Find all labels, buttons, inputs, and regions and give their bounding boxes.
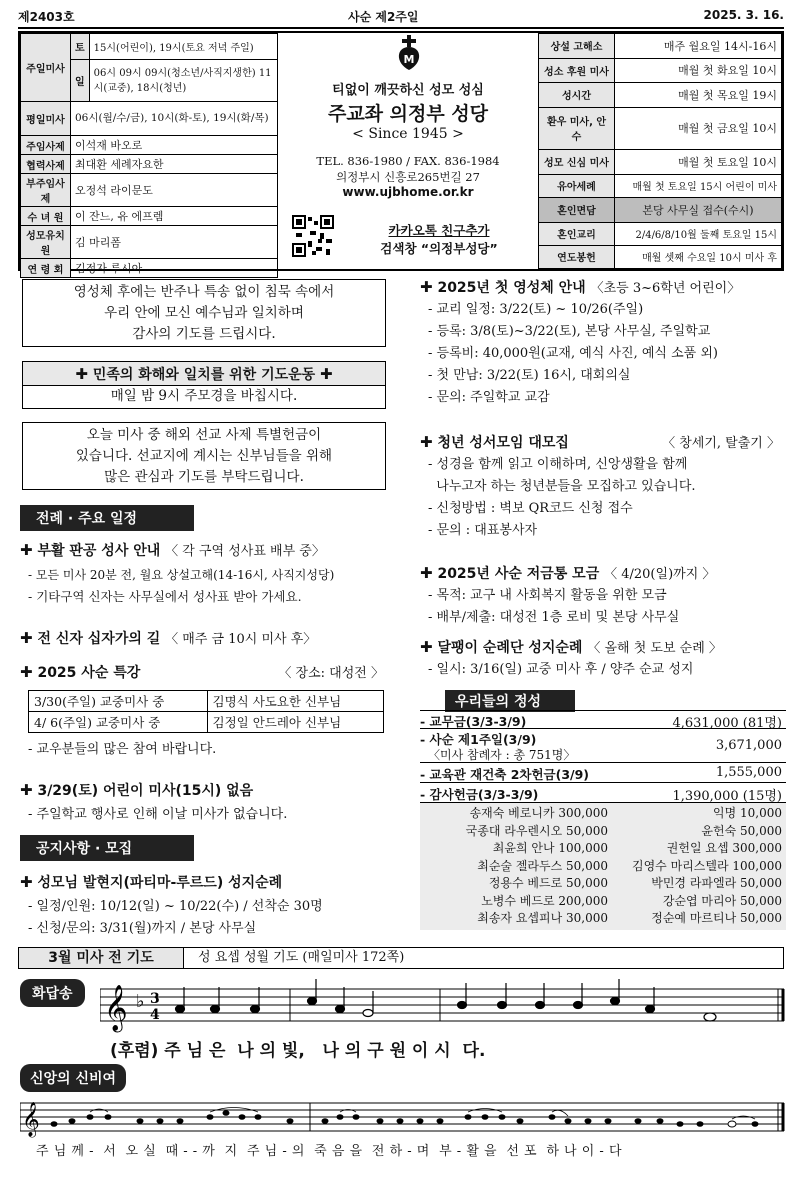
snail-pilgrimage-title: 달팽이 순례단 성지순례: [437, 640, 583, 656]
marriage-class-time: 2/4/6/8/10월 둘째 토요일 15시: [615, 222, 782, 245]
issue-number: 제2403호: [18, 10, 75, 24]
list-item: [424, 840, 782, 858]
cross-icon: ✚: [420, 433, 433, 451]
mystery-of-faith-staff: [20, 1095, 786, 1139]
list-item: - 신청방법 : 벽보 QR코드 신청 접수: [428, 501, 633, 516]
svg-text:4: 4: [150, 1007, 160, 1023]
donor: 윤헌숙 50,000: [701, 823, 782, 838]
vocation-mass-time: 매월 첫 화요일 10시: [615, 58, 782, 83]
pilgrimage-title: 성모님 발현지(파티마-루르드) 성지순례: [37, 875, 283, 891]
psalm-lyrics: (후렴) 주 님 은 나 의 빛, 나 의 구 원 이 시 다.: [110, 1041, 486, 1061]
kids-mass-note: - 주일학교 행사로 인해 이날 미사가 없습니다.: [28, 807, 288, 822]
donor: 김영수 마리스텔라 100,000: [632, 858, 782, 873]
lent-lecture-section: [20, 662, 390, 761]
lecture-title: 2025 사순 특강: [37, 665, 141, 681]
church-motto: 티없이 깨끗하신 성모 성심: [332, 83, 484, 98]
donor: 최송자 요셉피나 30,000: [477, 911, 608, 925]
section-liturgy-header: 전례 · 주요 일정: [20, 505, 194, 531]
stations-title: 전 신자 십자가의 길: [37, 631, 161, 647]
top-divider: [18, 27, 784, 29]
offering-section: [420, 710, 786, 930]
cross-icon: ✚: [20, 541, 33, 559]
list-item: - 배부/제출: 대성전 1층 로비 및 본당 사무실: [428, 610, 680, 625]
psalm-staff: [100, 975, 786, 1037]
header: [18, 31, 784, 276]
list-item: [424, 893, 782, 911]
cross-icon: ✚: [420, 564, 433, 582]
reconciliation-title: 민족의 화해와 일치를 위한 기도운동: [92, 367, 316, 383]
mystery-of-faith-lyrics: 주 님 께 - 서 오 실 때 - - 까 지 주 님 - 의 죽 음 을 전 하 - 며 부 - 활 을 선 포 하 나 이 - 다: [36, 1144, 623, 1159]
psalm-label: 화답송: [20, 979, 85, 1007]
svg-text:𝄞: 𝄞: [104, 985, 128, 1031]
offering-label: - 교무금(3/3-3/9): [420, 714, 527, 729]
cross-icon: ✚: [75, 365, 88, 383]
reconciliation-prayer-box: [22, 361, 386, 409]
list-item: - 기타구역 신자는 사무실에서 성사표 받아 가세요.: [28, 589, 302, 604]
mystery-of-faith-label: 신앙의 신비여: [20, 1064, 126, 1092]
assistant-priest-name: 오정석 라이문도: [71, 174, 278, 207]
pilgrimage-section: [20, 872, 400, 940]
svg-text:𝄞: 𝄞: [22, 1102, 40, 1137]
sunday-mass-times: 06시 09시 09시(청소년/사직지생한) 11시(교중), 18시(청년): [89, 60, 277, 102]
confession-time: 매주 월요일 14시-16시: [615, 34, 782, 59]
list-item: [424, 823, 782, 841]
cross-icon: ✚: [420, 278, 433, 296]
donor: 강순엽 마리아 50,000: [662, 893, 782, 908]
weekday-mass-label: 평일미사: [21, 102, 71, 136]
first-communion-target: 〈초등 3~6학년 어린이〉: [590, 281, 741, 296]
marian-mass-label: 성모 신심 미사: [539, 150, 615, 175]
donor: 노병수 베드로 200,000: [481, 893, 608, 908]
kindergarten-name: 김 마리폼: [71, 226, 278, 259]
monthly-prayer-label: 3월 미사 전 기도: [19, 948, 184, 968]
kakao-add-friend[interactable]: 카카오톡 친구추가: [388, 223, 490, 238]
stations-of-cross: [20, 628, 390, 648]
lecture-place: 〈 장소: 대성전 〉: [278, 666, 384, 681]
church-address: 의정부시 신흥로265번길 27: [336, 170, 480, 184]
notice-line: 영성체 후에는 반주나 특송 없이 침묵 속에서: [73, 284, 335, 300]
svg-text:♭: ♭: [136, 991, 145, 1012]
list-item: [424, 910, 782, 928]
top-bar: [18, 8, 784, 26]
youth-bible-title: 청년 성서모임 대모집: [437, 435, 569, 451]
sunday-mass-label: 주일미사: [21, 34, 71, 102]
list-item: [424, 805, 782, 823]
kids-mass-section: [20, 780, 390, 826]
easter-confession-note: 〈 각 구역 성사표 배부 중〉: [165, 544, 325, 559]
cross-icon: ✚: [320, 365, 333, 383]
table-row: [29, 691, 384, 712]
marriage-class-label: 혼인교리: [539, 222, 615, 245]
list-item: - 첫 만남: 3/22(토) 16시, 대회의실: [428, 368, 631, 383]
offering-value: 1,555,000: [715, 765, 782, 780]
weekday-mass-times: 06시(월/수/금), 10시(화-토), 19시(화/목): [71, 102, 278, 136]
cooperating-priest-label: 협력사제: [21, 155, 71, 174]
mass-schedule-table: [20, 33, 278, 278]
church-tel: TEL. 836-1980 / FAX. 836-1984: [316, 154, 500, 168]
notice-line: 우리 안에 모신 예수님과 일치하며: [104, 305, 304, 321]
mission-collection-notice: [22, 422, 386, 490]
monthly-prayer-text: 성 요셉 성월 기도 (매일미사 172쪽): [198, 950, 405, 965]
memorial-society-name: 김정자 루시아: [71, 259, 278, 278]
easter-confession-title: 부활 판공 성사 안내: [37, 543, 161, 559]
list-item: - 문의 : 대표봉사자: [428, 523, 538, 538]
lecture-date: 4/ 6(주일) 교중미사 중: [29, 712, 208, 733]
list-item: 나누고자 하는 청년분들을 모집하고 있습니다.: [428, 479, 696, 494]
notice-line: 감사의 기도를 드립시다.: [132, 326, 276, 342]
list-item: - 일정/인원: 10/12(일) ~ 10/22(수) / 선착순 30명: [28, 899, 323, 914]
table-row: [29, 712, 384, 733]
church-name: 주교좌 의정부 성당: [327, 103, 489, 125]
holy-hour-time: 매월 첫 목요일 19시: [615, 83, 782, 108]
lecture-note: - 교우분들의 많은 참여 바랍니다.: [28, 742, 217, 757]
assistant-priest-label: 부주임사제: [21, 174, 71, 207]
requiem-label: 연도봉헌: [539, 245, 615, 268]
church-emblem-icon: [394, 35, 424, 71]
sick-mass-label: 환우 미사, 안수: [539, 107, 615, 150]
liturgical-week: 사순 제2주일: [348, 10, 419, 24]
svg-text:M: M: [403, 53, 415, 66]
donor: 박민경 라파엘라 50,000: [651, 876, 782, 890]
saturday-mass-times: 15시(어린이), 19시(토요 저녁 주일): [89, 34, 277, 60]
list-item: - 일시: 3/16(일) 교중 미사 후 / 양주 순교 성지: [428, 662, 694, 677]
offering-value: 1,390,000 (15명): [672, 789, 782, 804]
easter-confession-section: [20, 540, 390, 608]
offering-value: 3,671,000: [715, 738, 782, 753]
list-item: - 등록비: 40,000원(교재, 예식 사진, 예식 소품 외): [428, 346, 718, 361]
convent-label: 수 녀 원: [21, 207, 71, 226]
offering-value: 4,631,000 (81명): [672, 716, 782, 731]
cross-icon: ✚: [20, 629, 33, 647]
monthly-prayer-bar: [18, 947, 784, 969]
cross-icon: ✚: [20, 781, 33, 799]
infant-baptism-label: 유아세례: [539, 174, 615, 197]
donor: 정용수 베드로 50,000: [488, 876, 608, 890]
holy-hour-label: 성시간: [539, 83, 615, 108]
offering-row: [420, 783, 786, 803]
infant-baptism-time: 매월 첫 토요일 15시 어린이 미사: [615, 174, 782, 197]
notice-line: 오늘 미사 중 해외 선교 사제 특별헌금이: [86, 427, 322, 443]
snail-pilgrimage-note: 〈 올해 첫 도보 순례 〉: [587, 641, 722, 656]
snail-pilgrimage-section: [420, 637, 790, 681]
lecture-table: [28, 690, 384, 733]
cross-icon: ✚: [420, 638, 433, 656]
offering-label: - 사순 제1주일(3/9): [420, 732, 537, 747]
kakao-search: 검색창 “의정부성당”: [380, 241, 498, 256]
first-communion-section: [420, 277, 790, 409]
notice-line: 있습니다. 선교지에 계시는 신부님들을 위해: [75, 448, 333, 464]
pastor-label: 주임사제: [21, 136, 71, 155]
list-item: - 등록: 3/8(토)~3/22(토), 본당 사무실, 주일학교: [428, 324, 711, 339]
kindergarten-label: 성모유치원: [21, 226, 71, 259]
offering-label: - 교육관 재건축 2차헌금(3/9): [420, 767, 590, 782]
convent-names: 이 잔느, 유 에프렘: [71, 207, 278, 226]
pastor-name: 이석재 바오로: [71, 136, 278, 155]
youth-bible-section: [420, 432, 790, 542]
youth-bible-books: 〈 창세기, 탈출기 〉: [662, 436, 780, 451]
donor: 최순술 젤라두스 50,000: [477, 858, 608, 873]
cooperating-priest-name: 최대환 세례자요한: [71, 155, 278, 174]
lent-savings-section: [420, 563, 790, 629]
lent-savings-deadline: 〈 4/20(일)까지 〉: [604, 567, 716, 582]
reconciliation-text: 매일 밤 9시 주모경을 바칩시다.: [110, 388, 298, 404]
stations-note: 〈 매주 금 10시 미사 후〉: [165, 632, 317, 647]
church-website[interactable]: www.ujbhome.or.kr: [342, 185, 474, 199]
offering-sub: 〈미사 참례자 : 총 751명〉: [428, 748, 576, 762]
offering-header: 우리들의 정성: [445, 690, 575, 712]
donor-list: [420, 803, 786, 930]
list-item: - 신청/문의: 3/31(월)까지 / 본당 사무실: [28, 921, 257, 936]
saturday-label: 토: [71, 34, 90, 60]
offering-row: [420, 763, 786, 783]
cross-icon: ✚: [20, 873, 33, 891]
issue-date: 2025. 3. 16.: [703, 8, 784, 22]
section-notice-header: 공지사항 · 모집: [20, 835, 194, 861]
list-item: [424, 858, 782, 876]
svg-text:3: 3: [150, 991, 160, 1007]
offering-label: - 감사헌금(3/3-3/9): [420, 787, 539, 802]
qr-code-icon[interactable]: [292, 215, 334, 257]
sunday-label: 일: [71, 60, 90, 102]
lecture-speaker: 김정일 안드레아 신부님: [207, 712, 384, 733]
sick-mass-time: 매월 첫 금요일 10시: [615, 107, 782, 150]
memorial-society-label: 연 령 회: [21, 259, 71, 278]
offering-row: [420, 710, 786, 729]
kids-mass-title: 3/29(토) 어린이 미사(15시) 없음: [37, 783, 254, 799]
confession-label: 상설 고해소: [539, 34, 615, 59]
church-info: [278, 33, 538, 269]
list-item: - 목적: 교구 내 사회복지 활동을 위한 모금: [428, 588, 667, 603]
church-since: < Since 1945 >: [352, 126, 464, 142]
communion-silence-notice: [22, 279, 386, 347]
list-item: - 교리 일정: 3/22(토) ~ 10/26(주일): [428, 302, 644, 317]
list-item: - 성경을 함께 읽고 이해하며, 신앙생활을 함께: [428, 457, 688, 472]
requiem-time: 매월 셋째 수요일 10시 미사 후: [615, 245, 782, 268]
list-item: - 문의: 주일학교 교감: [428, 390, 550, 405]
marriage-interview-label: 혼인면담: [539, 197, 615, 222]
donor: 권헌일 요셉 300,000: [666, 841, 782, 855]
lecture-date: 3/30(주일) 교중미사 중: [29, 691, 208, 712]
notice-line: 많은 관심과 기도를 부탁드립니다.: [104, 469, 304, 485]
marriage-interview-time: 본당 사무실 접수(수시): [615, 197, 782, 222]
donor: 최윤희 안나 100,000: [492, 841, 608, 855]
sacrament-schedule-table: [538, 33, 782, 269]
lent-savings-title: 2025년 사순 저금통 모금: [437, 566, 600, 582]
vocation-mass-label: 성소 후원 미사: [539, 58, 615, 83]
donor: 국종대 라우렌시오 50,000: [465, 823, 608, 838]
offering-row: [420, 729, 786, 763]
cross-icon: ✚: [20, 663, 33, 681]
donor: 익명 10,000: [713, 806, 782, 820]
donor: 정순예 마르티나 50,000: [651, 911, 782, 925]
first-communion-title: 2025년 첫 영성체 안내: [437, 280, 586, 296]
list-item: [424, 875, 782, 893]
list-item: - 모든 미사 20분 전, 월요 상설고해(14-16시, 사직지성당): [28, 568, 335, 582]
donor: 송재숙 베로니카 300,000: [469, 806, 608, 820]
lecture-speaker: 김명식 사도요한 신부님: [207, 691, 384, 712]
marian-mass-time: 매월 첫 토요일 10시: [615, 150, 782, 175]
